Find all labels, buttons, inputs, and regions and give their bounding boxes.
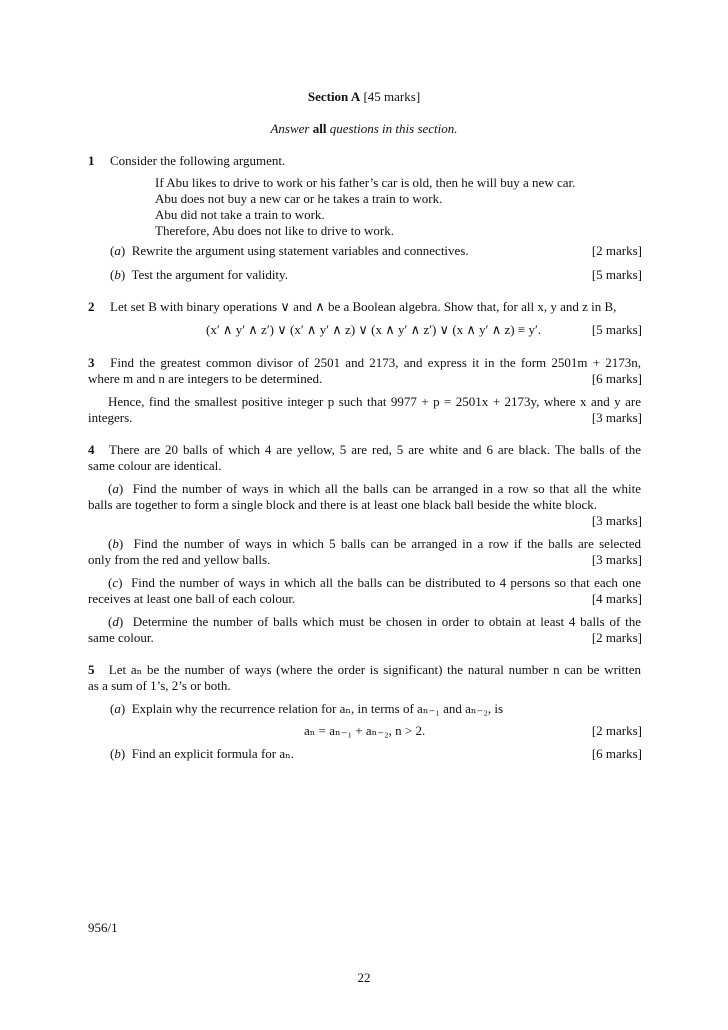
section-marks: [45 marks] [363,89,421,104]
q1-intro: Consider the following argument. [110,153,286,168]
q5-part-a: (a) Explain why the recurrence relation for aₙ, in terms of aₙ₋₁ and aₙ₋₂, is [110,701,504,716]
q1-b-marks: [5 marks] [591,267,642,282]
q1-part-b: (b) Test the argument for validity. [110,267,288,282]
q4-c-marks: [4 marks] [591,591,642,606]
paper-code: 956/1 [88,920,118,935]
section-title [0,88,728,106]
q4-part-c-2: receives at least one ball of each colour. [88,591,296,606]
q4-part-c-1: (c) Find the number of ways in which all the balls can be distributed to 4 persons so that each one [108,575,641,590]
q3-line-3: Hence, find the smallest positive integer p such that 9977 + p = 2501x + 2173y, where x and y are [108,394,641,409]
q4-part-a-2: balls are together to form a single block and there is at least one black ball beside the white block. [88,497,597,512]
q1-argument-line-1: If Abu likes to drive to work or his father’s car is old, then he will buy a new car. [155,175,576,190]
q4-part-d-2: same colour. [88,630,154,645]
q5-line-1: 5 Let aₙ be the number of ways (where the order is significant) the natural number n can be written [88,662,642,677]
instruction-bold: all [312,121,327,136]
q1-part-a: (a) Rewrite the argument using statement variables and connectives. [110,243,469,258]
q5-formula: aₙ = aₙ₋₁ + aₙ₋₂, n > 2. [304,723,426,738]
section-instruction [0,120,728,138]
q4-intro-1: 4 There are 20 balls of which 4 are yellow, 5 are red, 5 are white and 6 are black. The balls of the [88,442,641,457]
q2-number: 2 [88,299,95,314]
q1-a-marks: [2 marks] [591,243,642,258]
q1-argument-line-4: Therefore, Abu does not like to drive to work. [155,223,394,238]
q5-part-b: (b) Find an explicit formula for aₙ. [110,746,294,761]
q1-argument-line-3: Abu did not take a train to work. [155,207,325,222]
q3-marks-1: [6 marks] [591,371,642,386]
q4-b-marks: [3 marks] [591,552,642,567]
q1-argument-line-2: Abu does not buy a new car or he takes a train to work. [155,191,443,206]
q2-formula: (x′ ∧ y′ ∧ z′) ∨ (x′ ∧ y′ ∧ z) ∨ (x ∧ y′ ∧ z′) ∨ (x ∧ y′ ∧ z) ≡ y′. [206,322,542,337]
q5-b-marks: [6 marks] [591,746,642,761]
q4-part-a-1: (a) Find the number of ways in which all the balls can be arranged in a row so that all the white [108,481,641,496]
q1-number: 1 [88,153,95,168]
q4-part-d-1: (d) Determine the number of balls which must be chosen in order to obtain at least 4 balls of the [108,614,641,629]
q4-part-b-2: only from the red and yellow balls. [88,552,271,567]
q4-d-marks: [2 marks] [591,630,642,645]
q2-text: Let set B with binary operations ∨ and ∧ be a Boolean algebra. Show that, for all x, y and z in B, [110,299,617,314]
instruction-pre: Answer [270,121,310,136]
page-number: 22 [357,970,371,985]
instruction-post: questions in this section. [329,121,458,136]
q3-line-1: 3 Find the greatest common divisor of 2501 and 2173, and express it in the form 2501m + 2173n, [88,355,641,370]
q4-intro-2: same colour are identical. [88,458,222,473]
q3-line-4: integers. [88,410,133,425]
q4-a-marks: [3 marks] [591,513,642,528]
q3-marks-2: [3 marks] [591,410,642,425]
section-title-text: Section A [307,89,361,104]
q5-line-2: as a sum of 1’s, 2’s or both. [88,678,231,693]
q2-marks: [5 marks] [591,322,642,337]
q4-part-b-1: (b) Find the number of ways in which 5 balls can be arranged in a row if the balls are selected [108,536,641,551]
q5-a-marks: [2 marks] [591,723,642,738]
q3-line-2: where m and n are integers to be determined. [88,371,323,386]
